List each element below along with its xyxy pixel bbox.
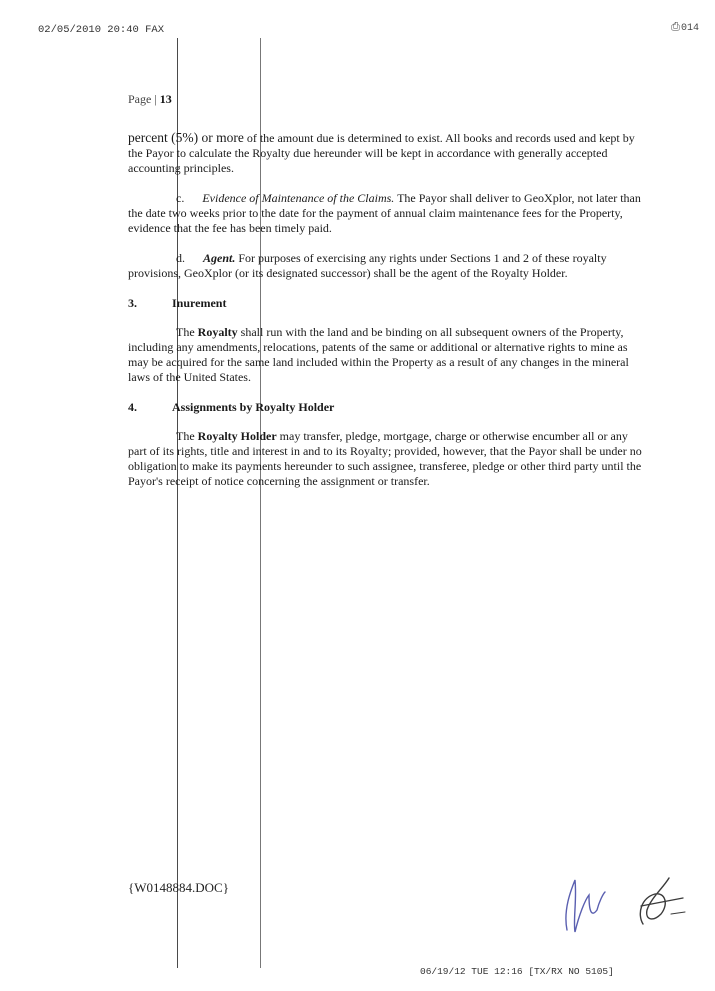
item-c-title: Evidence of Maintenance of the Claims. bbox=[202, 191, 395, 205]
section-4-text-post: may transfer, pledge, mortgage, charge or otherwise encumber all or any part of its rights, title and interest in and to its Royalty; provided, however, that the Payor shall be under no obligation to make its payments hereunder to such assignee, transferee, pledge or other third party until the Payor's receipt of notice concerning the assignment or transfer. bbox=[128, 429, 642, 488]
section-4-text-pre: The bbox=[176, 429, 198, 443]
section-3-title: Inurement bbox=[172, 296, 227, 310]
section-3-heading bbox=[128, 296, 648, 311]
section-3-text-pre: The bbox=[176, 325, 198, 339]
section-4-number: 4. bbox=[128, 400, 137, 414]
document-body bbox=[128, 130, 648, 504]
item-c-paragraph bbox=[128, 191, 648, 236]
item-d-letter: d. bbox=[176, 251, 185, 265]
continuation-paragraph bbox=[128, 130, 648, 176]
fax-page-number-value: 014 bbox=[680, 23, 699, 34]
item-c-letter: c. bbox=[176, 191, 185, 205]
section-3-text-bold: Royalty bbox=[197, 325, 238, 339]
section-3-number: 3. bbox=[128, 296, 137, 310]
fax-footer: 06/19/12 TUE 12:16 [TX/RX NO 5105] bbox=[420, 966, 614, 977]
section-4-title-bold: Royalty Holder bbox=[255, 400, 335, 414]
section-3-text-post: shall run with the land and be binding on all subsequent owners of the Property, including any amendments, relocations, patents of the same or additional or alternative rights to mine as may be acquired for the same land included within the Property as a result of any changes in the mineral laws of the United States. bbox=[128, 325, 629, 384]
continuation-lead: percent (5%) or more bbox=[128, 130, 244, 145]
fax-page-icon: ⎙ bbox=[671, 22, 680, 34]
section-3-paragraph bbox=[128, 325, 648, 385]
page-label-number: 13 bbox=[159, 92, 172, 106]
document-id: {W0148884.DOC} bbox=[128, 880, 229, 895]
continuation-text: of the amount due is determined to exist. All books and records used and kept by the Payor to calculate the Royalty due hereunder will be kept in accordance with generally accepted accounting principles. bbox=[128, 131, 635, 175]
fax-header: 02/05/2010 20:40 FAX bbox=[38, 24, 165, 36]
item-d-text: For purposes of exercising any rights under Sections 1 and 2 of these royalty provisions, GeoXplor (or its designated successor) shall be the agent of the Royalty Holder. bbox=[128, 251, 607, 280]
page-label-text: Page | bbox=[128, 92, 160, 106]
item-d-paragraph bbox=[128, 251, 648, 281]
section-4-paragraph bbox=[128, 429, 648, 489]
section-4-heading bbox=[128, 400, 648, 415]
item-c-text: The Payor shall deliver to GeoXplor, not later than the date two weeks prior to the date for the payment of annual claim maintenance fees for the Property, evidence that the fee has been timely paid. bbox=[128, 191, 641, 235]
page-label bbox=[128, 92, 172, 107]
item-d-title: Agent. bbox=[203, 251, 236, 265]
fax-page-number bbox=[671, 22, 699, 34]
section-4-title: Assignments by bbox=[172, 400, 256, 414]
section-4-text-bold: Royalty Holder bbox=[197, 429, 277, 443]
signature-initials bbox=[545, 870, 695, 940]
